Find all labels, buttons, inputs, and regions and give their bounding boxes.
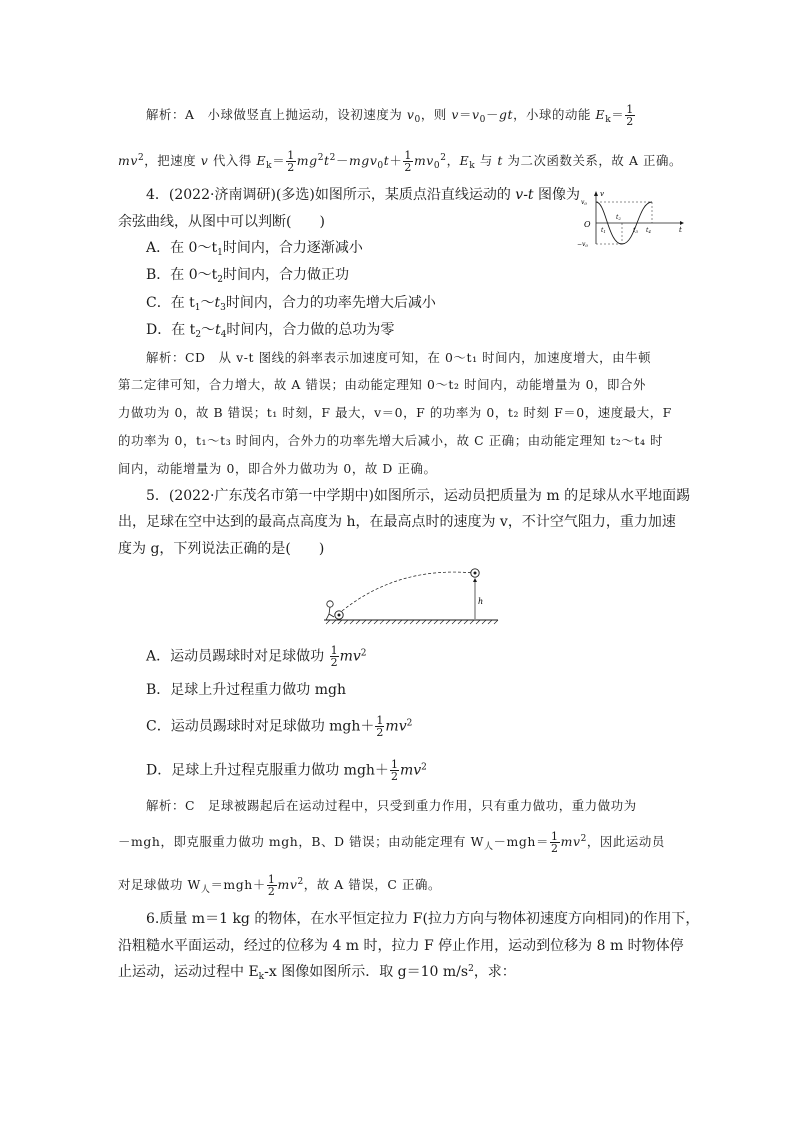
v-axis-arrow <box>594 191 598 196</box>
ball-top-icon <box>471 569 479 577</box>
fraction-half: $\frac{1}{2}$ <box>626 103 634 128</box>
q4-solution-line1: 解析：CD 从 v-t 图线的斜率表示加速度可知，在 0～t₁ 时间内，加速度增大，由牛顿 <box>146 350 652 365</box>
ball-start-icon <box>335 611 343 619</box>
q6-stem-line2: 沿粗糙水平面运动，经过的位移为 4 m 时，拉力 F 停止作用，运动到位移为 8 m 时物体停 <box>118 938 684 954</box>
t2-label: t2 <box>616 214 621 221</box>
q4-solution-line3: 力做功为 0，故 B 错误；t₁ 时刻，F 最大，v＝0，F 的功率为 0，t₂ 时刻 F＝0，速度最大，F <box>118 405 672 420</box>
player-figure <box>326 601 334 620</box>
neg-v0-label: −v0 <box>577 241 588 248</box>
q4-stem-line1: 4．(2022·济南调研)(多选)如图所示，某质点沿直线运动的 v-t 图像为 <box>146 187 581 203</box>
q4-option-b[interactable]: B．在 $0\sim t_2$时间内，合力做正功 <box>146 267 350 285</box>
q5-option-a[interactable]: A．运动员踢球时对足球做功 $\frac{1}{2}$ $mv^2$ <box>146 644 367 669</box>
q4-solution-line5: 间内，动能增量为 0，即合外力做功为 0，故 D 正确。 <box>118 461 437 476</box>
q6-stem-line1: 6.质量 m＝1 kg 的物体，在水平恒定拉力 F(拉力方向与物体初速度方向相同)的作用下， <box>146 911 700 927</box>
q5-football-figure <box>318 560 502 630</box>
t4-label: t4 <box>646 227 651 234</box>
t-axis-arrow <box>680 221 684 225</box>
h-label: h <box>478 597 484 606</box>
q5-stem-line3: 度为 g，下列说法正确的是( ) <box>118 541 325 557</box>
origin-label: O <box>584 220 591 229</box>
q4-solution-line2: 第二定律可知，合力增大，故 A 错误；由动能定理知 0～t₂ 时间内，动能增量为 0，即合外 <box>118 377 647 392</box>
height-arrow <box>473 578 477 582</box>
q5-solution-line3: 对足球做功 $W_人=mgh+$ $\frac{1}{2}$ $mv^2$，故 A 错误，C 正确。 <box>118 873 441 898</box>
q4-option-d[interactable]: D．在 $t_2\sim t_4$时间内，合力做的总功为零 <box>146 322 395 340</box>
t-label: t <box>679 226 682 234</box>
q5-stem-line2: 出，足球在空中达到的最高点高度为 h，在最高点时的速度为 v，不计空气阻力，重力加速 <box>118 514 676 530</box>
q5-option-b[interactable]: B．足球上升过程重力做功 mgh <box>146 682 346 698</box>
q4-option-a[interactable]: A．在 $0\sim t_1$时间内，合力逐渐减小 <box>146 240 363 258</box>
t3-label: t3 <box>633 227 638 234</box>
q4-option-c[interactable]: C．在 $t_1\sim t_3$时间内，合力的功率先增大后减小 <box>146 295 436 313</box>
q3-solution-line2: $mv^2$，把速度 v 代入得 $E_k=$ $\frac{1}{2}$ $mg^2t^2-mgv_0t+$ $\frac{1}{2}$ $mv_0^2$，$E_k$ 与 t 为二次函数关系，故 A 正确。 <box>118 149 683 174</box>
q4-solution-line4: 的功率为 0，t₁～t₃ 时间内，合外力的功率先增大后减小，故 C 正确；由动能定理知 t₂～t₄ 时 <box>118 433 664 448</box>
q4-vt-graph <box>576 188 686 248</box>
q5-option-c[interactable]: C．运动员踢球时对足球做功 mgh＋ $\frac{1}{2}$ $mv^2$ <box>146 714 413 739</box>
v-label: v <box>600 190 604 198</box>
q3-solution-line1: 解析：A 小球做竖直上抛运动，设初速度为 $v_0$，则 $v=v_0-gt$，小球的动能 $E_k=$ $\frac{1}{2}$ <box>146 103 634 128</box>
q5-option-d[interactable]: D．足球上升过程克服重力做功 mgh＋ $\frac{1}{2}$ $mv^2$ <box>146 758 427 783</box>
trajectory-dashed <box>342 572 474 611</box>
q5-stem-line1: 5．(2022·广东茂名市第一中学期中)如图所示，运动员把质量为 m 的足球从水平地面踢 <box>146 488 691 504</box>
q5-solution-line2: －mgh，即克服重力做功 mgh，B、D 错误；由动能定理有 $W_人-mgh=$ $\frac{1}{2}$ $mv^2$，因此运动员 <box>118 830 665 855</box>
ground-hatching <box>326 620 498 624</box>
q4-stem-line2: 余弦曲线，从图中可以判断( ) <box>118 214 325 230</box>
q6-stem-line3: 止运动，运动过程中 $E_k-x$ 图像如图所示．取 g＝10 $m/s^2$，求： <box>118 964 516 982</box>
t1-label: t1 <box>601 227 606 234</box>
v0-label: v0 <box>581 199 587 206</box>
q5-solution-line1: 解析：C 足球被踢起后在运动过程中，只受到重力作用，只有重力做功，重力做功为 <box>146 798 637 813</box>
